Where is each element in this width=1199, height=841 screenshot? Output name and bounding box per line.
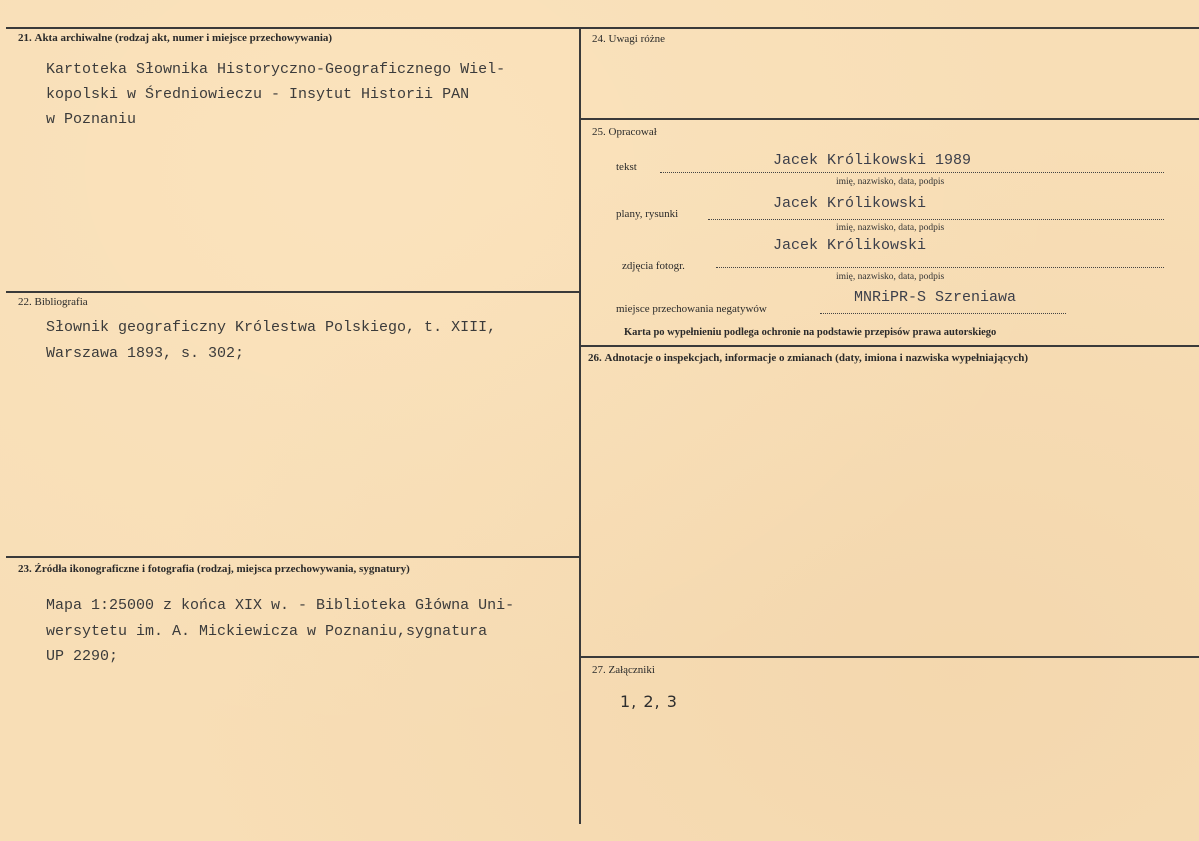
top-border bbox=[6, 27, 1199, 29]
section-22-label: 22. Bibliografia bbox=[18, 296, 88, 308]
section-24-label: 24. Uwagi różne bbox=[592, 33, 666, 45]
section-27-label: 27. Załączniki bbox=[592, 664, 655, 676]
zdjecia-caption: imię, nazwisko, data, podpis bbox=[836, 272, 945, 282]
section-23-line-2: wersytetu im. A. Mickiewicza w Poznaniu,sygnatura bbox=[46, 623, 488, 640]
zdjecia-dotted-line bbox=[716, 267, 1164, 268]
negatywy-value: MNRiPR-S Szreniawa bbox=[854, 289, 1017, 306]
section-21-line-2: kopolski w Średniowieczu - Insytut Historii PAN bbox=[46, 86, 470, 103]
divider-25-26 bbox=[580, 345, 1199, 347]
section-26-subtitle: (daty, imiona i nazwiska wypełniających) bbox=[835, 352, 1028, 364]
divider-26-27 bbox=[580, 656, 1199, 658]
section-22-title: Bibliografia bbox=[34, 296, 88, 308]
section-22-line-2: Warszawa 1893, s. 302; bbox=[46, 345, 245, 362]
attachments-value: 1, 2, 3 bbox=[620, 692, 678, 711]
section-21-line-3: w Poznaniu bbox=[46, 111, 137, 128]
center-divider bbox=[579, 27, 581, 824]
negatywy-label: miejsce przechowania negatywów bbox=[616, 303, 767, 315]
section-21-label: 21. Akta archiwalne (rodzaj akt, numer i miejsce przechowywania) bbox=[18, 32, 333, 44]
plany-label: plany, rysunki bbox=[616, 208, 679, 220]
tekst-value: Jacek Królikowski 1989 bbox=[773, 152, 972, 169]
section-23-line-3: UP 2290; bbox=[46, 648, 119, 665]
zdjecia-label: zdjęcia fotogr. bbox=[622, 260, 685, 272]
section-22-line-1: Słownik geograficzny Królestwa Polskiego, t. XIII, bbox=[46, 319, 497, 336]
divider-21-22 bbox=[6, 291, 580, 293]
section-24-title: Uwagi różne bbox=[608, 33, 666, 45]
section-25-label: 25. Opracował bbox=[592, 126, 657, 138]
zdjecia-value: Jacek Królikowski bbox=[773, 237, 927, 254]
plany-dotted-line bbox=[708, 219, 1164, 220]
copyright-notice: Karta po wypełnieniu podlega ochronie na podstawie przepisów prawa autorskiego bbox=[624, 327, 997, 338]
section-21-line-1: Kartoteka Słownika Historyczno-Geograficznego Wiel- bbox=[46, 61, 506, 78]
section-26-title: Adnotacje o inspekcjach, informacje o zmianach bbox=[604, 352, 833, 364]
section-25-title: Opracował bbox=[608, 126, 657, 138]
negatywy-dotted-line bbox=[820, 313, 1066, 314]
tekst-label: tekst bbox=[616, 161, 637, 173]
section-23-line-1: Mapa 1:25000 z końca XIX w. - Biblioteka Główna Uni- bbox=[46, 597, 515, 614]
section-23-label: 23. Źródła ikonograficzne i fotografia (rodzaj, miejsca przechowywania, sygnatury) bbox=[18, 563, 410, 575]
section-23-title: Źródła ikonograficzne i fotografia bbox=[34, 563, 195, 575]
plany-caption: imię, nazwisko, data, podpis bbox=[836, 223, 945, 233]
divider-24-25 bbox=[580, 118, 1199, 120]
section-21-subtitle: (rodzaj akt, numer i miejsce przechowywania) bbox=[114, 32, 333, 44]
section-23-subtitle: (rodzaj, miejsca przechowywania, sygnatury) bbox=[197, 563, 410, 575]
divider-22-23 bbox=[6, 556, 580, 558]
tekst-caption: imię, nazwisko, data, podpis bbox=[836, 177, 945, 187]
section-27-title: Załączniki bbox=[608, 664, 655, 676]
section-21-title: Akta archiwalne bbox=[34, 32, 113, 44]
plany-value: Jacek Królikowski bbox=[773, 195, 927, 212]
section-26-label: 26. Adnotacje o inspekcjach, informacje o zmianach (daty, imiona i nazwiska wypełniających) bbox=[588, 352, 1028, 364]
